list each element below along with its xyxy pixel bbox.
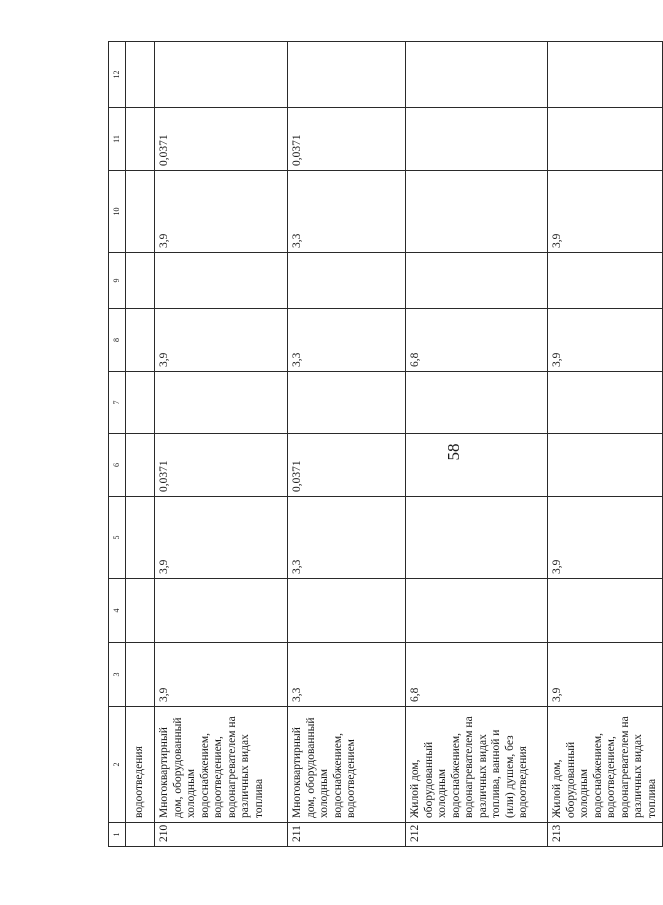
value-cell (126, 497, 155, 579)
value-cell: 0,0371 (155, 108, 288, 171)
row-name-cell: водоотведения (126, 707, 155, 823)
value-cell (155, 253, 288, 309)
value-cell (126, 579, 155, 643)
row-name-cell: Жилой дом, оборудованный холодным водоснабжением, водоотведением, водонагревателем на различных видах топлива (548, 707, 663, 823)
value-cell (406, 253, 548, 309)
table-header-row (109, 42, 126, 847)
row-name-cell: Многоквартирный дом, оборудованный холодным водоснабжением, водоотведением, водонагревателем на различных видах топлива (155, 707, 288, 823)
value-cell: 3,9 (155, 643, 288, 707)
value-cell: 3,3 (288, 497, 406, 579)
value-cell (155, 372, 288, 434)
value-cell: 3,3 (288, 309, 406, 372)
value-cell (406, 108, 548, 171)
header-cell: 2 (109, 707, 126, 823)
row-number-cell (126, 823, 155, 847)
value-cell: 6,8 (406, 309, 548, 372)
rotated-table-container (108, 42, 658, 847)
value-cell (155, 579, 288, 643)
value-cell: 3,3 (288, 171, 406, 253)
value-cell: 0,0371 (288, 108, 406, 171)
value-cell (406, 171, 548, 253)
row-name-cell: Жилой дом, оборудованный холодным водоснабжением, водонагревателем на различных видах топлива, ванной и (или) душем, без водоотведения (406, 707, 548, 823)
value-cell: 3,9 (155, 309, 288, 372)
table-row (548, 42, 663, 847)
header-cell: 3 (109, 643, 126, 707)
value-cell (548, 434, 663, 497)
value-cell (155, 42, 288, 108)
value-cell (126, 108, 155, 171)
value-cell: 3,9 (548, 309, 663, 372)
row-name-cell: Многоквартирный дом, оборудованный холодным водоснабжением, водоотведением (288, 707, 406, 823)
value-cell: 0,0371 (155, 434, 288, 497)
table-row (406, 42, 548, 847)
value-cell (126, 643, 155, 707)
value-cell (406, 497, 548, 579)
header-cell: 11 (109, 108, 126, 171)
row-number-cell: 213 (548, 823, 663, 847)
row-number-cell: 211 (288, 823, 406, 847)
value-cell (288, 579, 406, 643)
value-cell: 3,9 (548, 643, 663, 707)
value-cell (126, 372, 155, 434)
value-cell (288, 372, 406, 434)
value-cell: 3,9 (548, 171, 663, 253)
value-cell (126, 42, 155, 108)
header-cell: 9 (109, 253, 126, 309)
value-cell (288, 253, 406, 309)
value-cell: 3,9 (155, 497, 288, 579)
header-cell: 8 (109, 309, 126, 372)
value-cell (126, 309, 155, 372)
value-cell (406, 434, 548, 497)
tariff-table (108, 41, 663, 847)
value-cell (548, 579, 663, 643)
value-cell: 3,9 (548, 497, 663, 579)
table-row (155, 42, 288, 847)
header-cell: 5 (109, 497, 126, 579)
row-number-cell: 212 (406, 823, 548, 847)
header-cell: 10 (109, 171, 126, 253)
value-cell: 0,0371 (288, 434, 406, 497)
value-cell (288, 42, 406, 108)
value-cell: 3,3 (288, 643, 406, 707)
header-cell: 1 (109, 823, 126, 847)
header-cell: 12 (109, 42, 126, 108)
header-cell: 4 (109, 579, 126, 643)
row-number-cell: 210 (155, 823, 288, 847)
value-cell (126, 171, 155, 253)
value-cell: 6,8 (406, 643, 548, 707)
value-cell: 3,9 (155, 171, 288, 253)
header-cell: 6 (109, 434, 126, 497)
page-number: 58 (444, 443, 463, 461)
value-cell (406, 42, 548, 108)
value-cell (126, 434, 155, 497)
value-cell (548, 108, 663, 171)
value-cell (548, 372, 663, 434)
value-cell (548, 253, 663, 309)
continuation-row (126, 42, 155, 847)
header-cell: 7 (109, 372, 126, 434)
table-row (288, 42, 406, 847)
value-cell (406, 579, 548, 643)
value-cell (406, 372, 548, 434)
value-cell (548, 42, 663, 108)
value-cell (126, 253, 155, 309)
